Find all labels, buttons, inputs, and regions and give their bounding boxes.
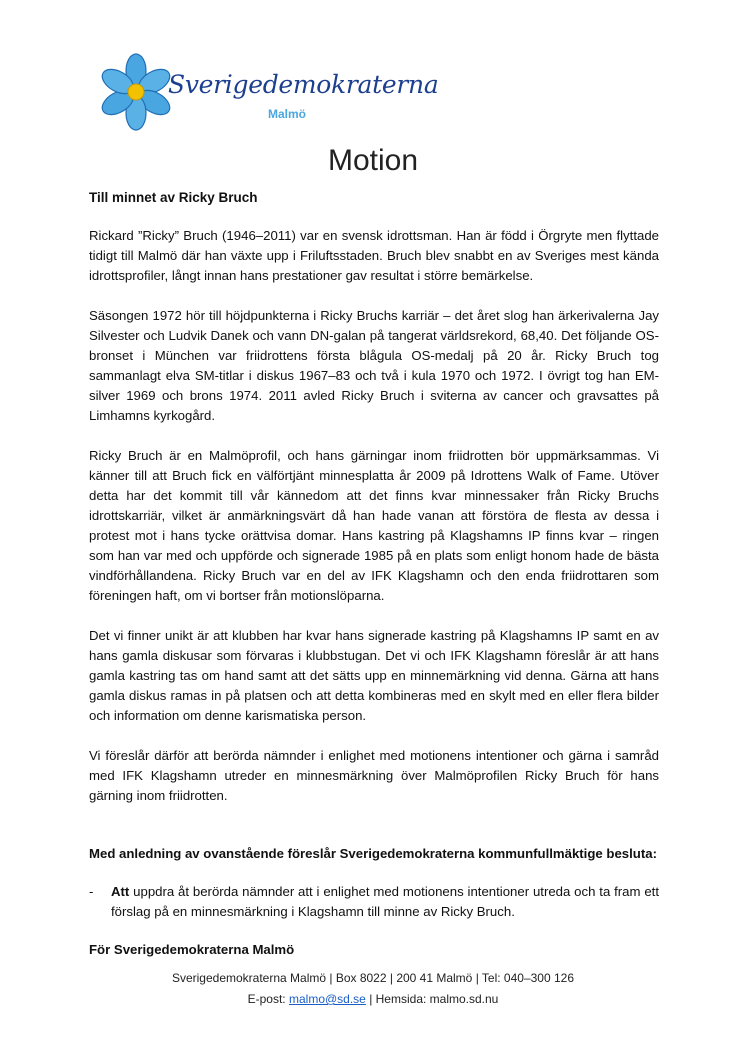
paragraph-5: Vi föreslår därför att berörda nämnder i enlighet med motionens intentioner och gärna i samråd med IFK Klagshamn utreder en minnesmärkning över Malmöprofilen Ricky Bruch för hans gärning inom friidrotten. [89, 748, 659, 803]
document-subject: Till minnet av Ricky Bruch [89, 190, 258, 205]
proposal-lead: Att [111, 884, 130, 899]
paragraph-2: Säsongen 1972 hör till höjdpunkterna i Ricky Bruchs karriär – det året slog han ärkerivalerna Jay Silvester och Ludvik Danek och vann DN-galan på tangerat världsrekord, 68,40. Det följande OS-bronset i München var friidrottens första blågula OS-medalj på 20 år. Ricky Bruch tog sammanlagt elva SM-titlar i diskus 1967–83 och två i kula 1970 och 1972. I övrigt tog han EM-silver 1969 och brons 1974. 2011 avled Ricky Bruch i sviterna av cancer och gravsattes på Limhamns kyrkogård. [89, 308, 659, 423]
proposal-heading: Med anledning av ovanstående föreslår Sverigedemokraterna kommunfullmäktige besluta: [89, 846, 657, 861]
website-label: | Hemsida: malmo.sd.nu [365, 992, 499, 1006]
paragraph-1: Rickard ”Ricky” Bruch (1946–2011) var en svensk idrottsman. Han är född i Örgryte men flyttade tidigt till Malmö där han växte upp i Friluftsstaden. Bruch blev snabbt en av Sveriges mest kända idrottsprofiler, långt innan hans prestationer gav resultat i större bemärkelse. [89, 228, 659, 283]
bullet-marker: - [89, 884, 94, 899]
document-title: Motion [327, 144, 419, 177]
flower-icon [96, 52, 176, 132]
proposal-item [89, 882, 659, 922]
proposal-text [111, 882, 659, 922]
email-label: E-post: [247, 992, 289, 1006]
logo-text: Sverigedemokraterna [168, 70, 439, 99]
paragraph-4: Det vi finner unikt är att klubben har kvar hans signerade kastring på Klagshamns IP samt en av hans gamla diskusar som förvaras i klubbstugan. Det vi och IFK Klagshamn föreslår är att hans gamla kastring tas om hand samt att det sätts upp en minnemärkning vid denna. Gärna att hans gamla diskus ramas in på platsen och att detta kombineras med en skylt med en eller flera bilder och information om denne karismatiska person. [89, 628, 659, 723]
footer-contact: Sverigedemokraterna Malmö | Box 8022 | 200 41 Malmö | Tel: 040–300 126 [171, 971, 575, 985]
logo-subtext: Malmö [268, 107, 307, 121]
signature: För Sverigedemokraterna Malmö [89, 942, 295, 957]
email-link[interactable]: malmo@sd.se [288, 992, 366, 1006]
paragraph-3: Ricky Bruch är en Malmöprofil, och hans gärningar inom friidrotten bör uppmärksammas. Vi känner till att Bruch fick en välförtjänt minnesplatta år 2009 på Idrottens Walk of Fame. Utöver detta har det kommit till vår kännedom att det finns kvar minnessaker från Ricky Bruchs idrottskarriär, vilket är anmärkningsvärt då han hade vanan att förstöra de flesta av dessa i protest mot i hans tycke orättvisa domar. Hans kastring på Klagshamns IP finns kvar – ringen som han var med och uppförde och signerade 1985 på en plats som enligt honom hade de bästa vindförhållandena. Ricky Bruch var en del av IFK Klagshamn och den enda friidrottaren som föreningen haft, om vi bortser från motionslöparna. [89, 448, 659, 603]
footer [0, 968, 746, 1010]
document-body [89, 188, 659, 960]
proposal-body: uppdra åt berörda nämnder att i enlighet med motionens intentioner utreda och ta fram ett förslag på en minnesmärkning i Klagshamn till minne av Ricky Bruch. [111, 884, 659, 919]
footer-links [0, 989, 746, 1010]
